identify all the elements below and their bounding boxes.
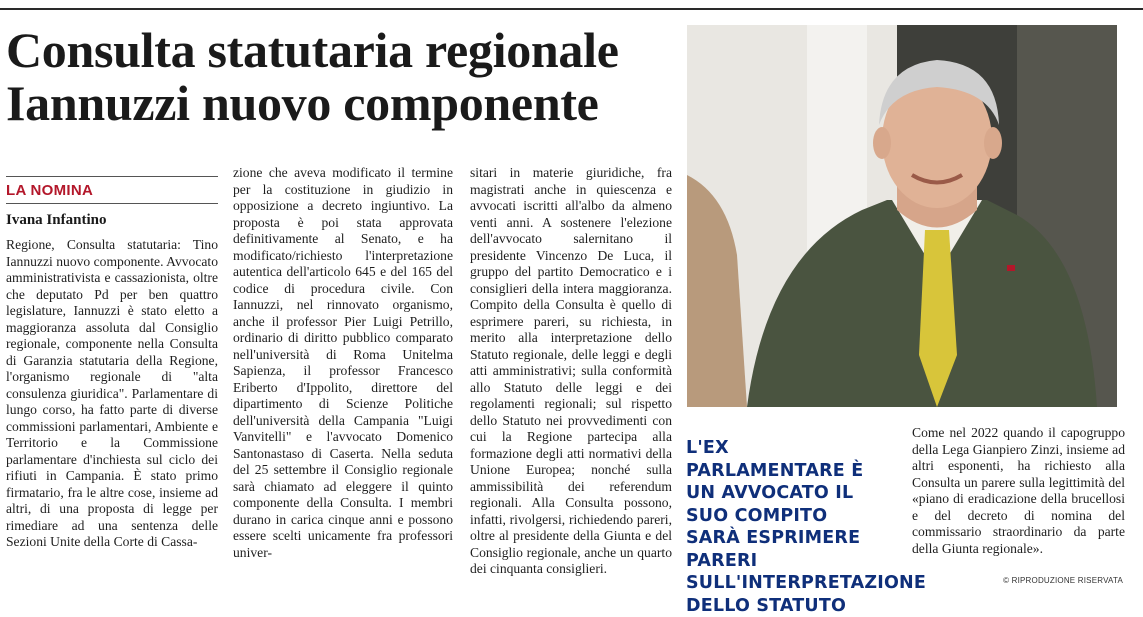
byline: Ivana Infantino [6, 212, 107, 228]
headline-line-1: Consulta statutaria regionale [6, 22, 619, 78]
article-column-3: sitari in materie giuridiche, fra magistrati anche in quiescenza e avvocati iscritti all'albo da almeno venti anni. A sostenere l'elezione dell'avvocato salernitano il presidente Vincenzo De Luca, il gruppo del partito Democratico e i consiglieri della intera maggioranza. Compito della Consulta è quello di esprimere pareri, su richiesta, in merito alla interpretazione dello Statuto regionale, delle leggi e degli atti amministrativi; sulla conformità allo Statuto delle leggi e dei regolamenti regionali; sul rispetto dello Statuto nei provvedimenti con cui la Regione partecipa alla formazione degli atti normativi della Unione Europea; nonché sulla ammissibilità dei referendum regionali. Alla Consulta possono, infatti, rivolgersi, richiedendo pareri, oltre al presidente della Giunta e del Consiglio regionale, anche un quarto dei cinquanta consiglieri. [470, 165, 672, 576]
copyright-notice: © RIPRODUZIONE RISERVATA [1003, 576, 1123, 585]
kicker: LA NOMINA [6, 182, 94, 199]
portrait-photo [687, 25, 1117, 407]
pull-quote: L'EX PARLAMENTARE È UN AVVOCATO IL SUO COMPITO SARÀ ESPRIMERE PARERI SULL'INTERPRETAZIONE DELLO STATUTO [686, 438, 927, 616]
headline [6, 24, 676, 130]
article-column-4: Come nel 2022 quando il capogruppo della Lega Gianpiero Zinzi, insieme ad altri esponenti, ha richiesto alla Consulta un parere sulla legittimità del «piano di eradicazione della brucellosi e del decreto di nomina del commissario straordinario da parte della Giunta regionale». [912, 425, 1125, 556]
kicker-rule-bottom [6, 203, 218, 204]
article-column-1: Regione, Consulta statutaria: Tino Iannuzzi nuovo componente. Avvocato amministrativista e cassazionista, oltre che deputato Pd per ben quattro legislature, Iannuzzi è stato eletto a maggioranza assoluta dal Consiglio regionale, componente nella Consulta di Garanzia statutaria della Regione, l'organismo regionale di "alta consulenza giuridica". Parlamentare di lungo corso, ha fatto parte di diverse commissioni parlamentari, Ambiente e Territorio e la Commissione parlamentare d'inchiesta sul ciclo dei rifiuti in Campania. È stato primo firmatario, fra le altre cose, insieme ad altri, di una proposta di legge per rimediare ad una sentenza delle Sezioni Unite della Corte di Cassa- [6, 237, 218, 549]
article-column-2: zione che aveva modificato il termine per la costituzione in giudizio in opposizione a decreto ingiuntivo. La proposta è poi stata approvata definitivamente al Senato, e ha modificato/richiesto l'interpretazione autentica dell'articolo 645 e del 165 del codice di procedura civile. Con Iannuzzi, nel rinnovato organismo, anche il professor Pier Luigi Petrillo, ordinario di diritto pubblico comparato nell'università di Roma Unitelma Sapienza, il professor Francesco Eriberto d'Ippolito, direttore del dipartimento di Scienze Politiche dell'università della Campania "Luigi Vanvitelli" e l'avvocato Domenico Santonastaso di Caserta. Nella seduta del 25 settembre il Consiglio regionale sarà chiamato ad eleggere il quinto componente della Consulta. I membri durano in carica cinque anni e possono essere scelti unicamente fra professori univer- [233, 165, 453, 560]
kicker-rule-top [6, 176, 218, 177]
top-rule [0, 8, 1143, 10]
headline-line-2: Iannuzzi nuovo componente [6, 75, 599, 131]
